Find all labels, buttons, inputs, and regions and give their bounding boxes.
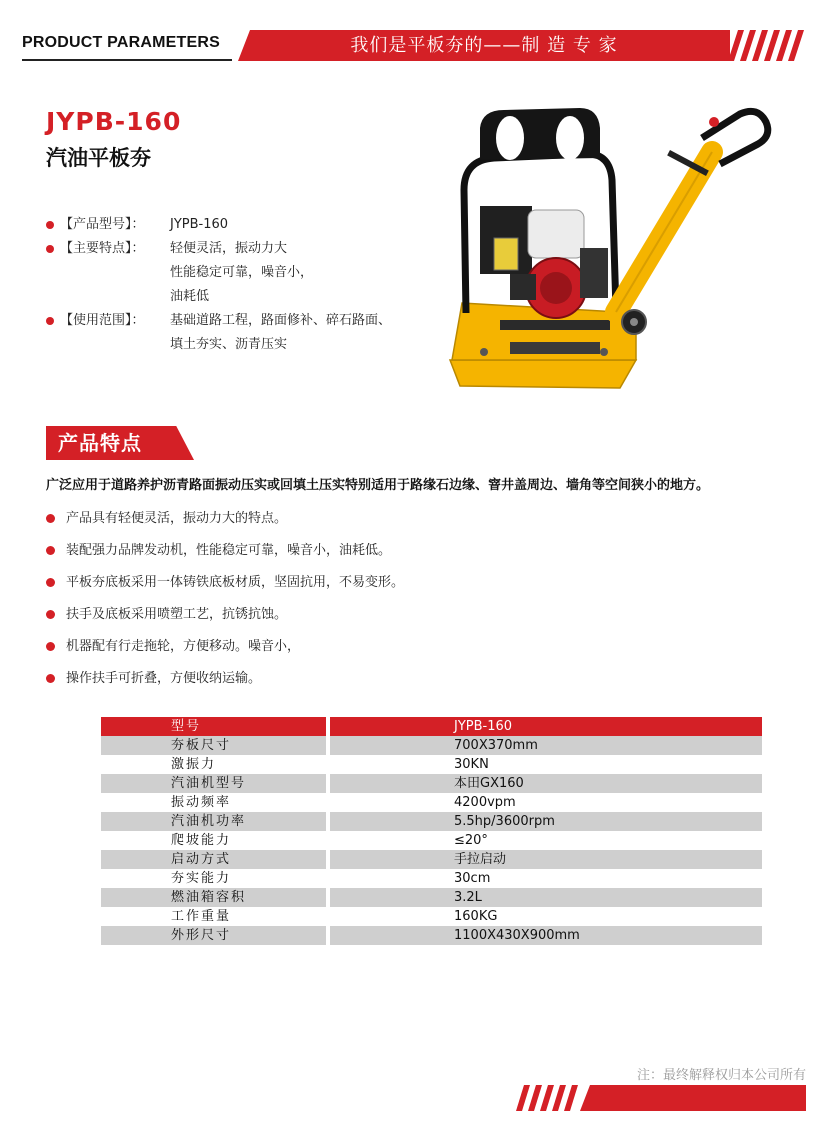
list-item bbox=[46, 509, 404, 541]
spec-value: ≤20° bbox=[330, 831, 762, 850]
info-usage-row bbox=[46, 309, 391, 333]
table-row bbox=[101, 755, 762, 774]
table-row bbox=[101, 793, 762, 812]
info-value: 性能稳定可靠，噪音小， bbox=[170, 265, 314, 280]
list-item bbox=[46, 669, 404, 701]
spec-label: 外形尺寸 bbox=[101, 926, 326, 945]
info-label: 【使用范围】： bbox=[60, 313, 145, 328]
spec-value: 本田GX160 bbox=[330, 774, 762, 793]
section-intro: 广泛应用于道路养护沥青路面振动压实或回填土压实特别适用于路缘石边缘、窨井盖周边、墙角等空间狭小的地方。 bbox=[46, 478, 710, 493]
spec-value: 1100X430X900mm bbox=[330, 926, 762, 945]
spec-label: 爬坡能力 bbox=[101, 831, 326, 850]
info-value: 轻便灵活，振动力大 bbox=[170, 241, 288, 256]
spec-value: 5.5hp/3600rpm bbox=[330, 812, 762, 831]
bullet-icon bbox=[46, 317, 54, 325]
list-item bbox=[46, 605, 404, 637]
spec-label: 激振力 bbox=[101, 755, 326, 774]
feature-text: 扶手及底板采用喷塑工艺，抗锈抗蚀。 bbox=[66, 607, 288, 622]
feature-text: 机器配有行走拖轮，方便移动。噪音小， bbox=[66, 639, 301, 654]
product-name: 汽油平板夯 bbox=[46, 146, 151, 170]
footer-band bbox=[580, 1085, 806, 1111]
spec-value: 30cm bbox=[330, 869, 762, 888]
table-row bbox=[101, 774, 762, 793]
section-heading: 产品特点 bbox=[58, 431, 142, 455]
spec-label: 汽油机功率 bbox=[101, 812, 326, 831]
info-value: JYPB-160 bbox=[170, 217, 229, 232]
header-stripes bbox=[726, 30, 806, 61]
info-value: 油耗低 bbox=[170, 289, 210, 304]
bullet-icon bbox=[46, 578, 55, 587]
bullet-icon bbox=[46, 674, 55, 683]
spec-label: 振动频率 bbox=[101, 793, 326, 812]
info-value: 基础道路工程，路面修补、碎石路面、 bbox=[170, 313, 392, 328]
spec-label: 燃油箱容积 bbox=[101, 888, 326, 907]
info-model-row bbox=[46, 213, 391, 237]
spec-label: 汽油机型号 bbox=[101, 774, 326, 793]
spec-value: 手拉启动 bbox=[330, 850, 762, 869]
bullet-icon bbox=[46, 610, 55, 619]
bullet-icon bbox=[46, 642, 55, 651]
table-row bbox=[101, 812, 762, 831]
info-label: 【产品型号】： bbox=[60, 217, 145, 232]
bullet-icon bbox=[46, 546, 55, 555]
feature-text: 装配强力品牌发动机，性能稳定可靠，噪音小，油耗低。 bbox=[66, 543, 392, 558]
spec-label: 型号 bbox=[101, 717, 326, 736]
feature-list bbox=[46, 509, 404, 701]
spec-value: 700X370mm bbox=[330, 736, 762, 755]
header-slogan: 我们是平板夯的——制 造 专 家 bbox=[350, 35, 618, 56]
table-row bbox=[101, 869, 762, 888]
bullet-icon bbox=[46, 221, 54, 229]
footer-note: 注：最终解释权归本公司所有 bbox=[636, 1068, 806, 1083]
spec-value: 3.2L bbox=[330, 888, 762, 907]
table-row bbox=[101, 926, 762, 945]
plate-compactor-image bbox=[440, 98, 790, 398]
header-rule bbox=[22, 59, 232, 61]
table-header-row bbox=[101, 717, 762, 736]
table-row bbox=[101, 850, 762, 869]
spec-value: 30KN bbox=[330, 755, 762, 774]
info-label: 【主要特点】： bbox=[60, 241, 145, 256]
spec-table bbox=[101, 717, 762, 945]
spec-label: 夯实能力 bbox=[101, 869, 326, 888]
info-value: 填土夯实、沥青压实 bbox=[170, 337, 288, 352]
spec-label: 工作重量 bbox=[101, 907, 326, 926]
list-item bbox=[46, 573, 404, 605]
feature-text: 产品具有轻便灵活，振动力大的特点。 bbox=[66, 511, 288, 526]
table-row bbox=[101, 888, 762, 907]
table-row bbox=[101, 907, 762, 926]
table-row bbox=[101, 736, 762, 755]
feature-text: 平板夯底板采用一体铸铁底板材质，坚固抗用，不易变形。 bbox=[66, 575, 405, 590]
spec-value: 4200vpm bbox=[330, 793, 762, 812]
feature-text: 操作扶手可折叠，方便收纳运输。 bbox=[66, 671, 262, 686]
product-model-title: JYPB-160 bbox=[46, 107, 182, 136]
list-item bbox=[46, 541, 404, 573]
spec-value: JYPB-160 bbox=[330, 717, 762, 736]
info-features-row bbox=[46, 237, 391, 261]
table-row bbox=[101, 831, 762, 850]
spec-label: 夯板尺寸 bbox=[101, 736, 326, 755]
header-title: PRODUCT PARAMETERS bbox=[22, 34, 220, 51]
spec-value: 160KG bbox=[330, 907, 762, 926]
bullet-icon bbox=[46, 245, 54, 253]
product-info-list bbox=[46, 213, 391, 357]
list-item bbox=[46, 637, 404, 669]
bullet-icon bbox=[46, 514, 55, 523]
spec-label: 启动方式 bbox=[101, 850, 326, 869]
